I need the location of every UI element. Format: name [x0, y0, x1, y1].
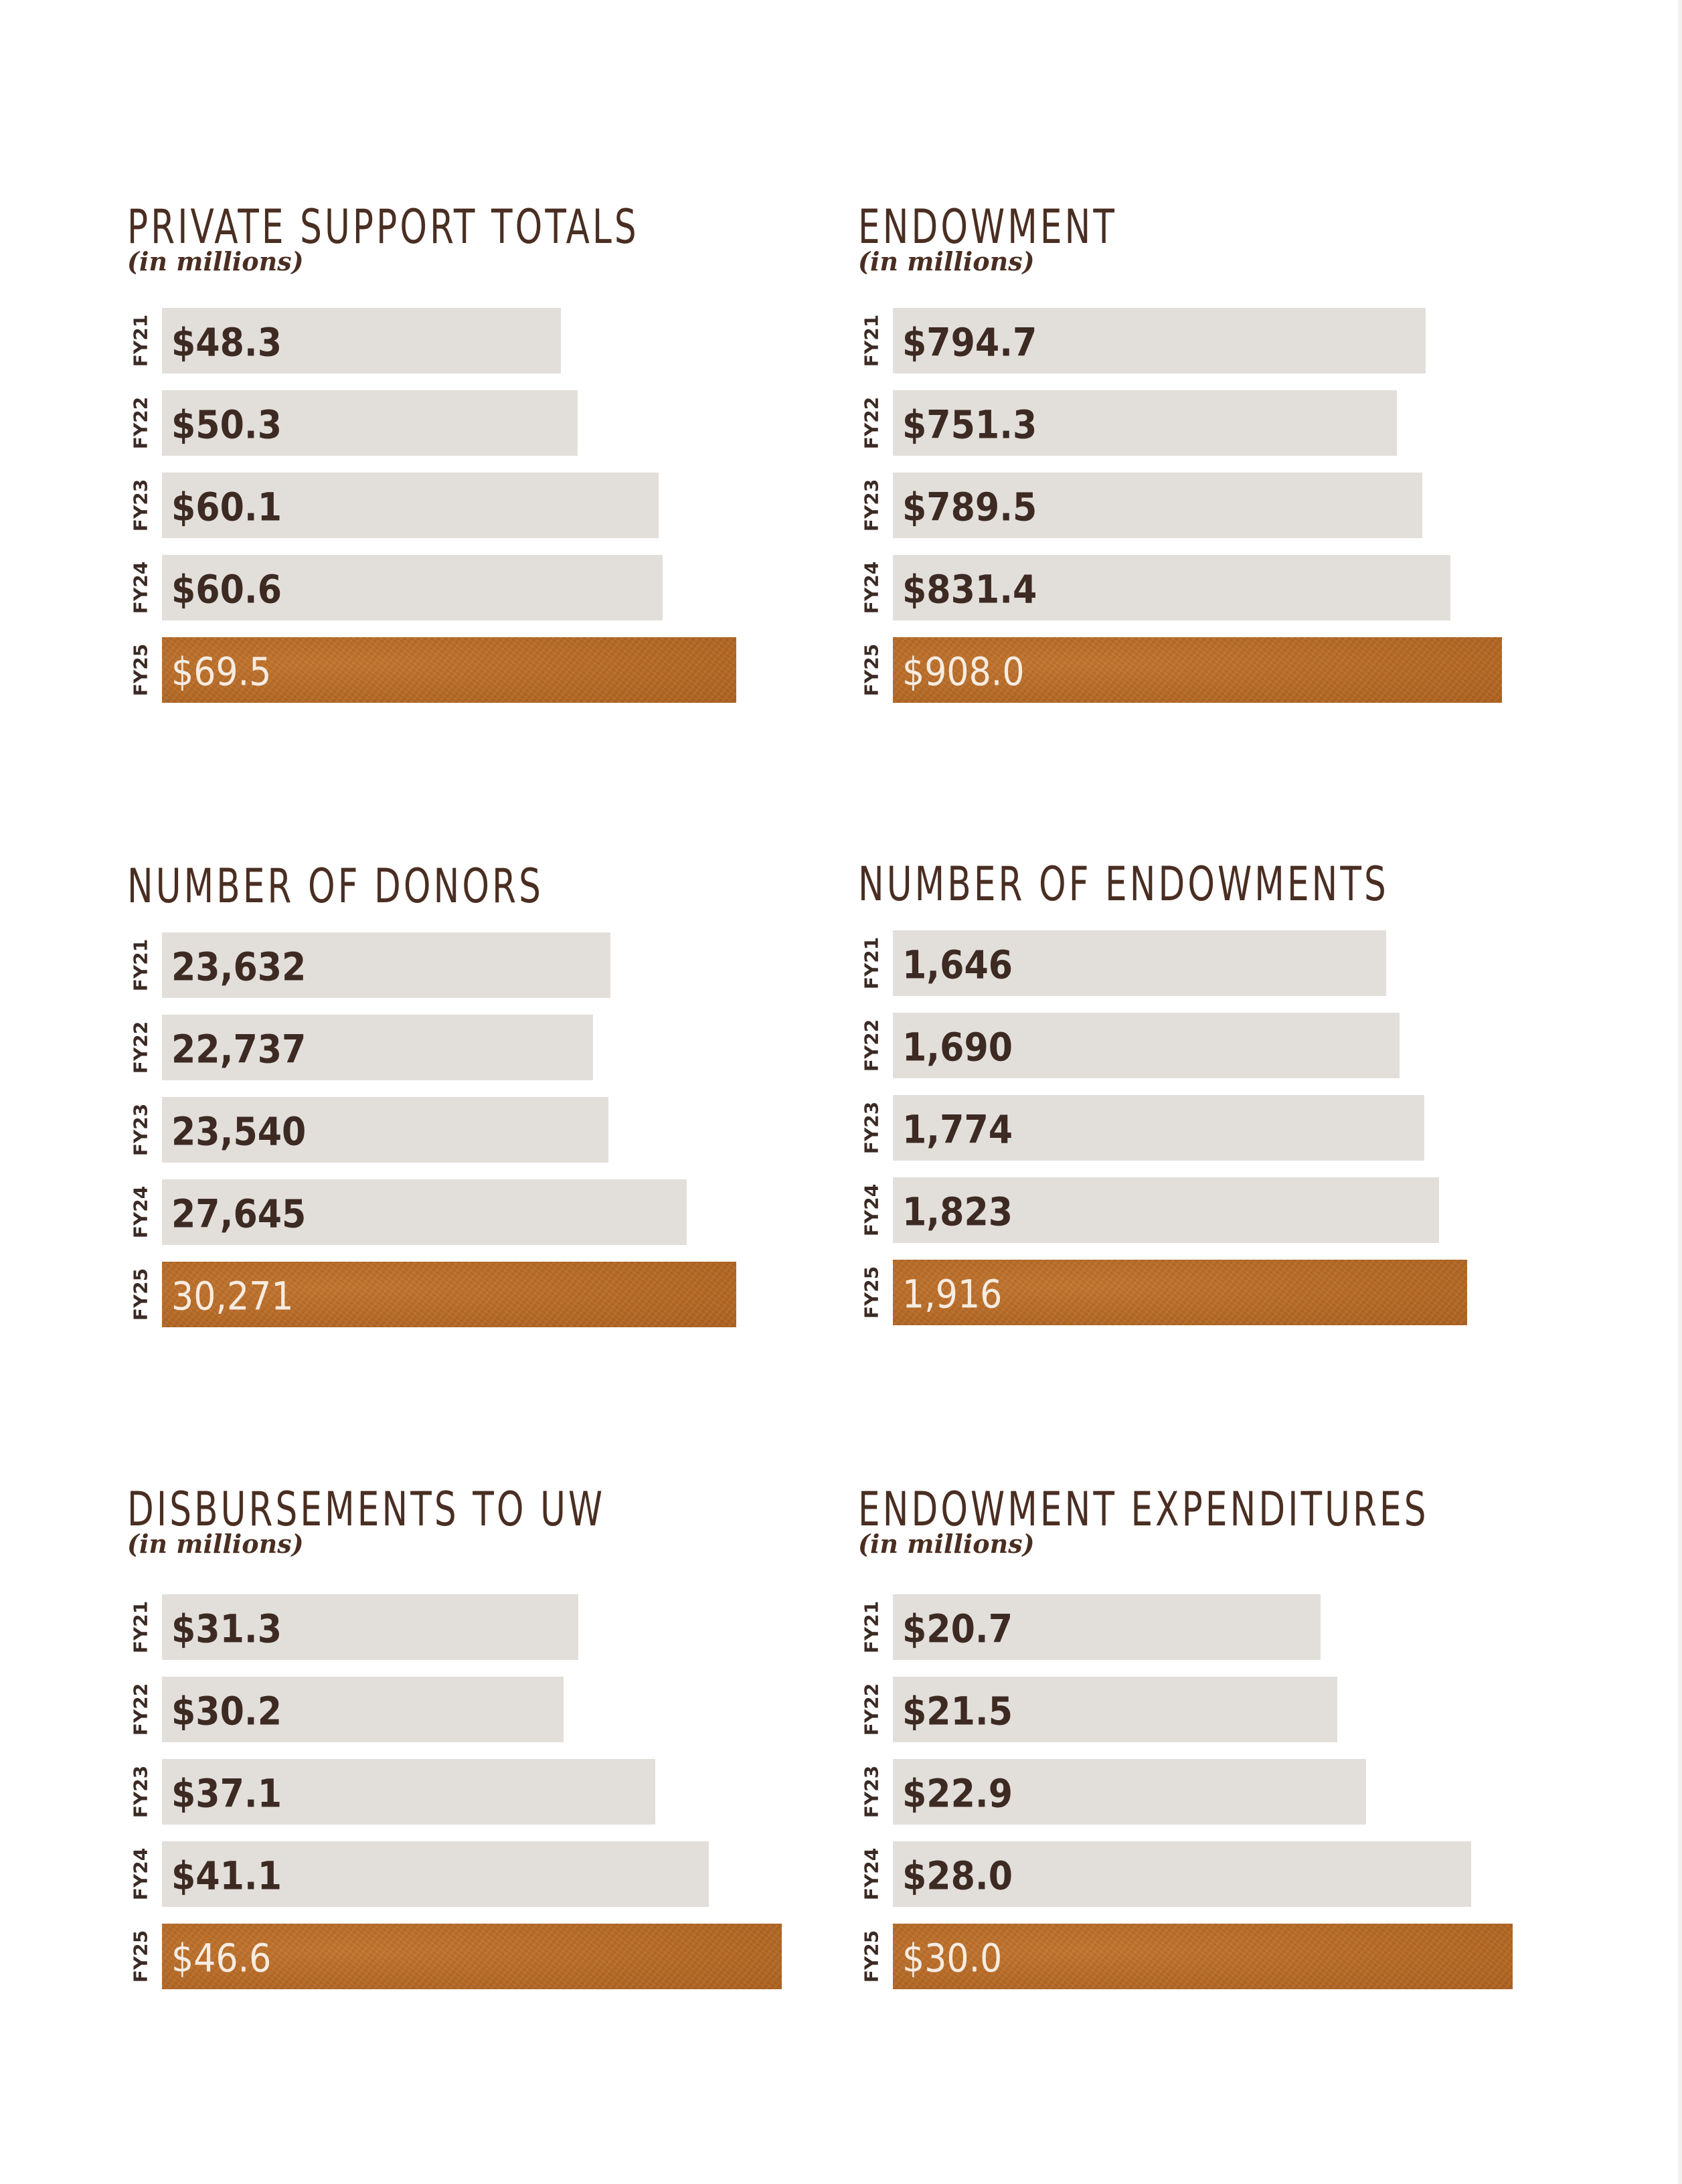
bar-fy25	[162, 1262, 736, 1327]
category-label	[129, 1179, 153, 1245]
data-label: $48.3	[171, 319, 282, 365]
bar-fy22	[162, 390, 578, 456]
chart-title: ENDOWMENT EXPENDITURES	[858, 1482, 1429, 1537]
bar-row-fy21	[858, 308, 1554, 373]
data-label: $60.6	[171, 566, 282, 612]
data-label: 1,774	[902, 1106, 1013, 1153]
data-label: $30.2	[171, 1688, 282, 1734]
bar-fy21	[162, 932, 610, 998]
category-label	[129, 1759, 153, 1825]
bar-row-fy25	[127, 1262, 823, 1327]
category-label	[859, 308, 884, 373]
category-label-text: FY21	[129, 314, 152, 367]
chart-subtitle: (in millions)	[127, 246, 304, 276]
data-label: $30.0	[902, 1935, 1003, 1981]
data-label: $831.4	[902, 566, 1037, 612]
category-label-text: FY25	[129, 1268, 152, 1321]
bar-row-fy21	[127, 308, 823, 373]
bar-row-fy23	[858, 1095, 1554, 1161]
bar-row-fy23	[858, 473, 1554, 538]
bar-row-fy21	[858, 1594, 1554, 1660]
category-label-text: FY24	[860, 1183, 883, 1237]
category-label-text: FY25	[860, 1266, 883, 1319]
data-label: $41.1	[171, 1853, 282, 1899]
category-label-text: FY21	[860, 1600, 883, 1654]
category-label-text: FY23	[129, 1103, 152, 1157]
category-label	[859, 1594, 884, 1660]
bar-row-fy25	[127, 1924, 823, 1989]
chart-subtitle: (in millions)	[127, 1529, 304, 1559]
data-label: 1,690	[902, 1024, 1013, 1070]
category-label	[129, 932, 153, 998]
bar-fy25	[893, 637, 1502, 703]
data-label: $794.7	[902, 319, 1037, 365]
data-label: $37.1	[171, 1770, 282, 1817]
category-label	[859, 1260, 884, 1325]
category-label-text: FY23	[860, 1101, 883, 1155]
data-label: 1,823	[902, 1189, 1013, 1235]
category-label	[859, 1177, 884, 1243]
data-label: $69.5	[171, 649, 272, 695]
category-label-text: FY22	[860, 396, 883, 450]
category-label	[129, 390, 153, 456]
data-label: $751.3	[902, 402, 1037, 448]
category-label-text: FY25	[129, 1930, 152, 1983]
category-label	[859, 1013, 884, 1078]
category-label	[859, 637, 884, 703]
data-label: $22.9	[902, 1770, 1013, 1817]
category-label	[859, 390, 884, 456]
bar-fy21	[893, 930, 1386, 996]
category-label	[129, 308, 153, 373]
chart-title: DISBURSEMENTS TO UW	[127, 1482, 606, 1537]
category-label	[859, 1095, 884, 1161]
data-label: 1,916	[902, 1271, 1003, 1317]
category-label-text: FY23	[129, 1765, 152, 1819]
bar-fy22	[893, 390, 1397, 456]
category-label	[129, 473, 153, 538]
bar-row-fy23	[127, 473, 823, 538]
bar-row-fy21	[858, 930, 1554, 996]
category-label	[859, 1677, 884, 1742]
data-label: $50.3	[171, 402, 282, 448]
bar-fy22	[162, 1677, 564, 1742]
bar-fy25	[893, 1924, 1513, 1989]
category-label-text: FY21	[129, 1600, 152, 1654]
category-label-text: FY25	[860, 1930, 883, 1983]
bar-fy21	[893, 308, 1426, 373]
category-label	[129, 555, 153, 620]
chart-title: NUMBER OF ENDOWMENTS	[858, 857, 1389, 912]
data-label: $28.0	[902, 1853, 1013, 1899]
chart-title: PRIVATE SUPPORT TOTALS	[127, 199, 639, 254]
category-label-text: FY23	[860, 1765, 883, 1819]
bar-fy23	[893, 1095, 1424, 1161]
bar-row-fy23	[858, 1759, 1554, 1825]
bar-row-fy22	[127, 1677, 823, 1742]
category-label	[129, 1677, 153, 1742]
category-label-text: FY24	[129, 561, 152, 614]
bar-row-fy24	[858, 1841, 1554, 1907]
category-label	[129, 1594, 153, 1660]
bar-fy23	[893, 1759, 1366, 1825]
bar-fy22	[893, 1013, 1400, 1078]
bar-fy25	[893, 1260, 1467, 1325]
bar-fy23	[162, 1097, 608, 1163]
bar-fy24	[162, 555, 663, 620]
data-label: 23,540	[171, 1108, 307, 1155]
category-label	[859, 555, 884, 620]
bar-row-fy23	[127, 1097, 823, 1163]
bar-fy21	[162, 308, 561, 373]
category-label-text: FY23	[860, 479, 883, 532]
bar-row-fy24	[127, 1179, 823, 1245]
bar-fy22	[162, 1015, 593, 1080]
category-label-text: FY21	[129, 938, 152, 992]
category-label	[129, 1097, 153, 1163]
category-label-text: FY25	[860, 643, 883, 697]
category-label	[129, 637, 153, 703]
bar-fy24	[162, 1841, 709, 1907]
bar-fy25	[162, 1924, 782, 1989]
bar-fy22	[893, 1677, 1337, 1742]
category-label	[129, 1015, 153, 1080]
bar-fy24	[893, 1841, 1471, 1907]
data-label: 27,645	[171, 1191, 307, 1237]
bar-row-fy24	[858, 1177, 1554, 1243]
category-label	[129, 1924, 153, 1989]
data-label: $789.5	[902, 484, 1037, 530]
category-label	[859, 930, 884, 996]
bar-row-fy22	[127, 390, 823, 456]
bar-row-fy23	[127, 1759, 823, 1825]
category-label-text: FY21	[860, 936, 883, 990]
bar-row-fy24	[127, 555, 823, 620]
bar-fy21	[162, 1594, 578, 1660]
bar-fy24	[893, 1177, 1439, 1243]
category-label-text: FY22	[129, 1021, 152, 1074]
category-label	[129, 1841, 153, 1907]
category-label-text: FY22	[860, 1683, 883, 1736]
category-label-text: FY24	[129, 1847, 152, 1901]
chart-title: ENDOWMENT	[858, 199, 1117, 254]
data-label: $20.7	[902, 1606, 1013, 1652]
bar-row-fy22	[858, 1013, 1554, 1078]
bar-row-fy25	[858, 1260, 1554, 1325]
data-label: 30,271	[171, 1273, 294, 1319]
category-label-text: FY21	[860, 314, 883, 367]
category-label-text: FY25	[129, 643, 152, 697]
category-label	[859, 1759, 884, 1825]
data-label: 22,737	[171, 1026, 307, 1072]
category-label-text: FY24	[129, 1185, 152, 1239]
category-label-text: FY24	[860, 561, 883, 614]
category-label-text: FY23	[129, 479, 152, 532]
bar-row-fy22	[858, 1677, 1554, 1742]
category-label	[859, 1924, 884, 1989]
bar-row-fy24	[858, 555, 1554, 620]
category-label-text: FY24	[860, 1847, 883, 1901]
bar-fy24	[893, 555, 1450, 620]
bar-fy23	[893, 473, 1422, 538]
bar-fy21	[893, 1594, 1321, 1660]
bar-row-fy22	[858, 390, 1554, 456]
bar-fy23	[162, 1759, 655, 1825]
data-label: $31.3	[171, 1606, 282, 1652]
bar-row-fy21	[127, 1594, 823, 1660]
data-label: $21.5	[902, 1688, 1013, 1734]
bar-fy24	[162, 1179, 687, 1245]
chart-title: NUMBER OF DONORS	[127, 859, 544, 914]
bar-row-fy22	[127, 1015, 823, 1080]
category-label-text: FY22	[129, 1683, 152, 1736]
bar-row-fy25	[127, 637, 823, 703]
category-label	[859, 1841, 884, 1907]
bar-row-fy25	[858, 637, 1554, 703]
category-label	[129, 1262, 153, 1327]
data-label: 23,632	[171, 944, 307, 990]
bar-row-fy24	[127, 1841, 823, 1907]
bar-fy25	[162, 637, 736, 703]
category-label-text: FY22	[860, 1019, 883, 1072]
bar-fy23	[162, 473, 659, 538]
bar-row-fy25	[858, 1924, 1554, 1989]
data-label: $46.6	[171, 1935, 272, 1981]
chart-subtitle: (in millions)	[858, 246, 1035, 276]
page-edge	[1678, 0, 1682, 2184]
category-label	[859, 473, 884, 538]
category-label-text: FY22	[129, 396, 152, 450]
data-label: 1,646	[902, 942, 1013, 988]
bar-row-fy21	[127, 932, 823, 998]
chart-subtitle: (in millions)	[858, 1529, 1035, 1559]
data-label: $60.1	[171, 484, 282, 530]
data-label: $908.0	[902, 649, 1025, 695]
